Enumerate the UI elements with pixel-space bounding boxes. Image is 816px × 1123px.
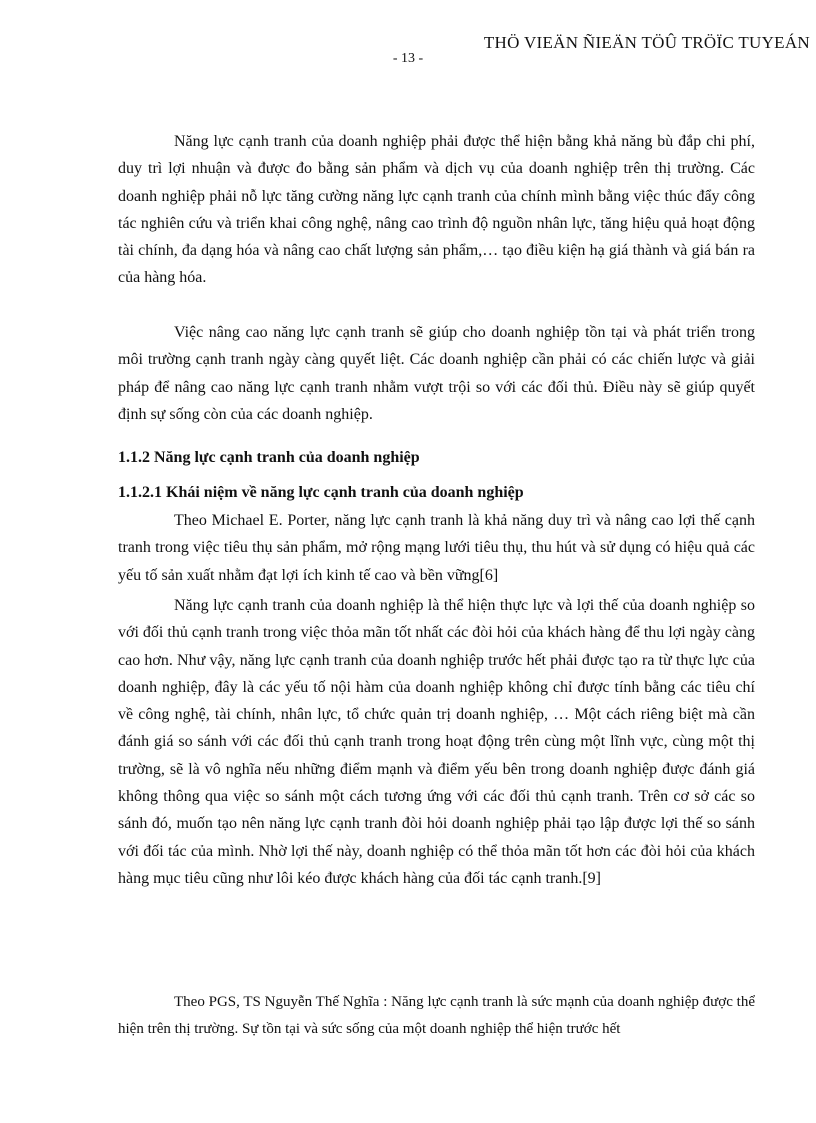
paragraph-competitiveness-importance: Việc nâng cao năng lực cạnh tranh sẽ giúp cho doanh nghiệp tồn tại và phát triển trong môi trường cạnh tranh ngày càng quyết liệt. Các doanh nghiệp cần phải có các chiến lược và giải pháp để nâng cao năng lực cạnh tranh nhằm vượt trội so với các đối thủ. Điều này sẽ giúp quyết định sự sống còn của các doanh nghiệp. [118,324,755,423]
library-watermark: THÖ VIEÄN ÑIEÄN TÖÛ TRÖÏC TUYEÁN [483,33,810,52]
section-heading-1-1-2-1: 1.1.2.1 Khái niệm về năng lực cạnh tranh của doanh nghiệp [118,484,524,501]
paragraph-nguyen-the-nghia: Theo PGS, TS Nguyễn Thế Nghĩa : Năng lực cạnh tranh là sức mạnh của doanh nghiệp được thể hiện trên thị trường. Sự tồn tại và sức sống của một doanh nghiệp thể hiện trước hết [118,994,755,1037]
paragraph-competitiveness-definition: Năng lực cạnh tranh của doanh nghiệp là thể hiện thực lực và lợi thế của doanh nghiệp so với đối thủ cạnh tranh trong việc thỏa mãn tốt nhất các đòi hỏi của khách hàng để thu lợi ngày càng cao hơn. Như vậy, năng lực cạnh tranh của doanh nghiệp trước hết phải được tạo ra từ thực lực của doanh nghiệp, đây là các yếu tố nội hàm của doanh nghiệp không chỉ được tính bằng các tiêu chí về công nghệ, tài chính, nhân lực, tổ chức quản trị doanh nghiệp, … Một cách riêng biệt mà cần đánh giá so sánh với các đối thủ cạnh tranh trong hoạt động trên cùng một lĩnh vực, cùng một thị trường, sẽ là vô nghĩa nếu những điểm mạnh và điểm yếu bên trong doanh nghiệp được đánh giá không thông qua việc so sánh một cách tương ứng với các đối thủ cạnh tranh. Trên cơ sở các so sánh đó, muốn tạo nên năng lực cạnh tranh đòi hỏi doanh nghiệp phải tạo lập được lợi thế so sánh với đối tác của mình. Nhờ lợi thế này, doanh nghiệp có thể thỏa mãn tốt hơn các đòi hỏi của khách hàng mục tiêu cũng như lôi kéo được khách hàng của đối tác cạnh tranh.[9] [118,597,755,887]
paragraph-porter-definition: Theo Michael E. Porter, năng lực cạnh tranh là khả năng duy trì và nâng cao lợi thế cạnh tranh trong việc tiêu thụ sản phẩm, mở rộng mạng lưới tiêu thụ, thu hút và sử dụng có hiệu quả các yếu tố sản xuất nhằm đạt lợi ích kinh tế cao và bền vững[6] [118,512,755,584]
paragraph-intro: Năng lực cạnh tranh của doanh nghiệp phải được thể hiện bằng khả năng bù đắp chi phí, duy trì lợi nhuận và được đo bằng sản phẩm và dịch vụ của doanh nghiệp trên thị trường. Các doanh nghiệp phải nỗ lực tăng cường năng lực cạnh tranh của chính mình bằng việc thúc đẩy công tác nghiên cứu và triển khai công nghệ, nâng cao trình độ nguồn nhân lực, tăng hiệu quả hoạt động tài chính, đa dạng hóa và nâng cao chất lượng sản phẩm,… tạo điều kiện hạ giá thành và giá bán ra của hàng hóa. [118,133,755,287]
page-number: - 13 - [392,51,424,66]
section-heading-1-1-2: 1.1.2 Năng lực cạnh tranh của doanh nghiệp [118,449,420,466]
